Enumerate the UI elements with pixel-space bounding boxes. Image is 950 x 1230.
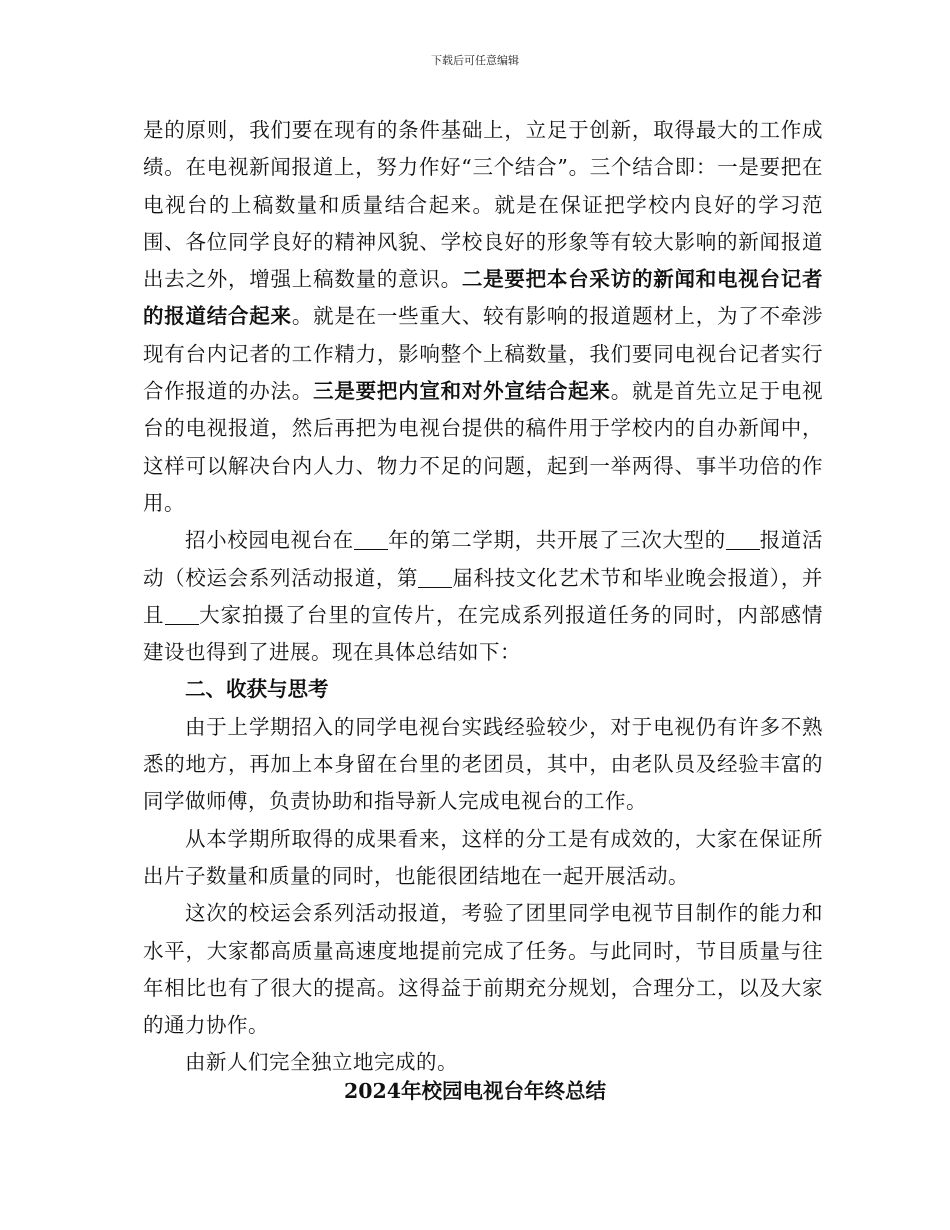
paragraph-1-text-2: 。就是在一些重大、较有影响的报道题材上，为了不牵涉现有台内记者的工作精力，影响整个上稿数量，我们要同电视台记者实行合作报道的办法。 xyxy=(143,304,824,404)
paragraph-2-text-c: 报道活动（校运会系列活动报道，第 xyxy=(143,528,824,590)
section-heading: 二、收获与思考 xyxy=(185,677,329,702)
blank-line xyxy=(726,529,760,551)
page-header: 下载后可任意编辑 xyxy=(431,54,519,67)
paragraph-1-text: 是的原则，我们要在现有的条件基础上，立足于创新，取得最大的工作成绩。在电视新闻报道上，努力作好“三个结合”。三个结合即：一是要把在电视台的上稿数量和质量结合起来。就是在保证把学校内良好的学习范围、各位同学良好的精神风貌、学校良好的形象等有较大影响的新闻报道出去之外，增强上稿数量的意识。 xyxy=(143,118,823,292)
document-body xyxy=(143,112,823,1082)
blank-line xyxy=(418,566,452,588)
blank-line xyxy=(354,529,388,551)
paragraph-1-bold-point-2: 二是要把本台采访的新闻和电视台记者的报道结合起来 xyxy=(143,267,824,329)
paragraph-4: 从本学期所取得的成果看来，这样的分工是有成效的，大家在保证所出片子数量和质量的同时，也能很团结地在一起开展活动。 xyxy=(143,826,823,888)
paragraph-2-text-b: 年的第二学期，共开展了三次大型的 xyxy=(387,528,726,553)
paragraph-5: 这次的校运会系列活动报道，考验了团里同学电视节目制作的能力和水平，大家都高质量高速度地提前完成了任务。与此同时，节目质量与往年相比也有了很大的提高。这得益于前期充分规划，合理分工，以及大家的通力协作。 xyxy=(143,901,823,1038)
paragraph-2-text-e: 大家拍摄了台里的宣传片，在完成系列报道任务的同时，内部感情建设也得到了进展。现在具体总结如下： xyxy=(143,602,824,665)
paragraph-2-text-d: 届科技文化艺术节和毕业晚会报道），并且 xyxy=(143,565,824,627)
paragraph-3: 由于上学期招入的同学电视台实践经验较少，对于电视仍有许多不熟悉的地方，再加上本身留在台里的老团员，其中，由老队员及经验丰富的同学做师傅，负责协助和指导新人完成电视台的工作。 xyxy=(143,714,823,814)
paragraph-2-text-a: 招小校园电视台在 xyxy=(185,528,354,553)
paragraph-1 xyxy=(143,112,823,522)
paragraph-1-text-3: 。就是首先立足于电视台的电视报道，然后再把为电视台提供的稿件用于学校内的自办新闻中，这样可以解决台内人力、物力不足的问题，起到一举两得、事半功倍的作用。 xyxy=(143,379,824,515)
paragraph-2 xyxy=(143,522,823,671)
paragraph-1-bold-point-3: 三是要把内宣和对外宣结合起来 xyxy=(313,379,611,404)
paragraph-6: 由新人们完全独立地完成的。 xyxy=(185,1050,458,1075)
document-title: 2024年校园电视台年终总结 xyxy=(343,1079,607,1103)
blank-line xyxy=(165,603,199,625)
